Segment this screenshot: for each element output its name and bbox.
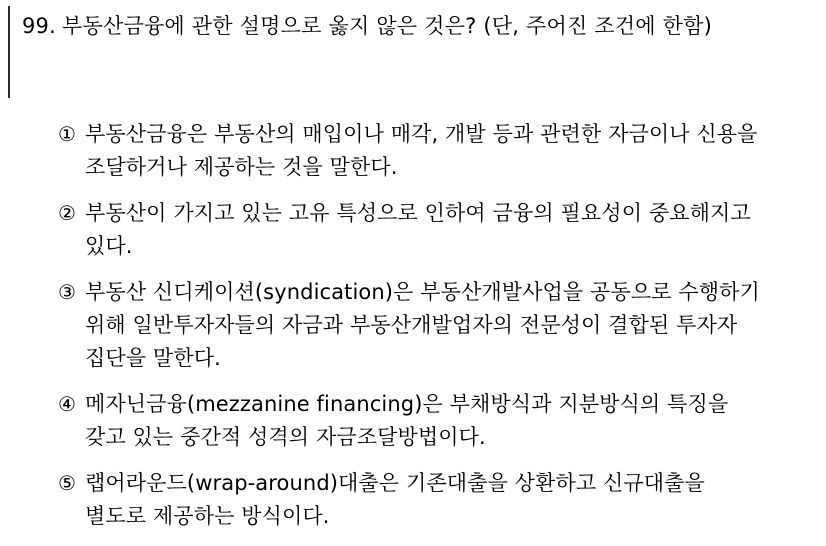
question-number: 99. [22,14,56,38]
choice-marker-2: ② [58,201,76,225]
choice-option-1[interactable] [58,118,764,184]
choice-option-2[interactable] [58,197,764,263]
choice-marker-1: ① [58,122,76,146]
choice-marker-3: ③ [58,280,76,304]
choice-option-3[interactable] [58,276,764,375]
choice-option-5[interactable] [58,467,764,533]
choice-list [58,118,764,546]
left-margin-rule [8,6,10,98]
choice-text-3: 부동산 신디케이션(syndication)은 부동산개발사업을 공동으로 수행하기 위해 일반투자자들의 자금과 부동산개발업자의 전문성이 결합된 투자자 집단을 말한다. [85,280,760,370]
choice-option-4[interactable] [58,388,764,454]
choice-text-2: 부동산이 가지고 있는 고유 특성으로 인하여 금융의 필요성이 중요해지고 있다. [85,201,751,258]
choice-marker-4: ④ [58,392,76,416]
question-text: 부동산금융에 관한 설명으로 옳지 않은 것은? (단, 주어진 조건에 한함) [62,14,713,38]
choice-text-4: 메자닌금융(mezzanine financing)은 부채방식과 지분방식의 특징을 갖고 있는 중간적 성격의 자금조달방법이다. [85,392,729,449]
choice-text-5: 랩어라운드(wrap-around)대출은 기존대출을 상환하고 신규대출을 별도로 제공하는 방식이다. [85,471,705,528]
choice-text-1: 부동산금융은 부동산의 매입이나 매각, 개발 등과 관련한 자금이나 신용을 조달하거나 제공하는 것을 말한다. [85,122,758,179]
choice-marker-5: ⑤ [58,471,76,495]
question-block [22,10,782,43]
